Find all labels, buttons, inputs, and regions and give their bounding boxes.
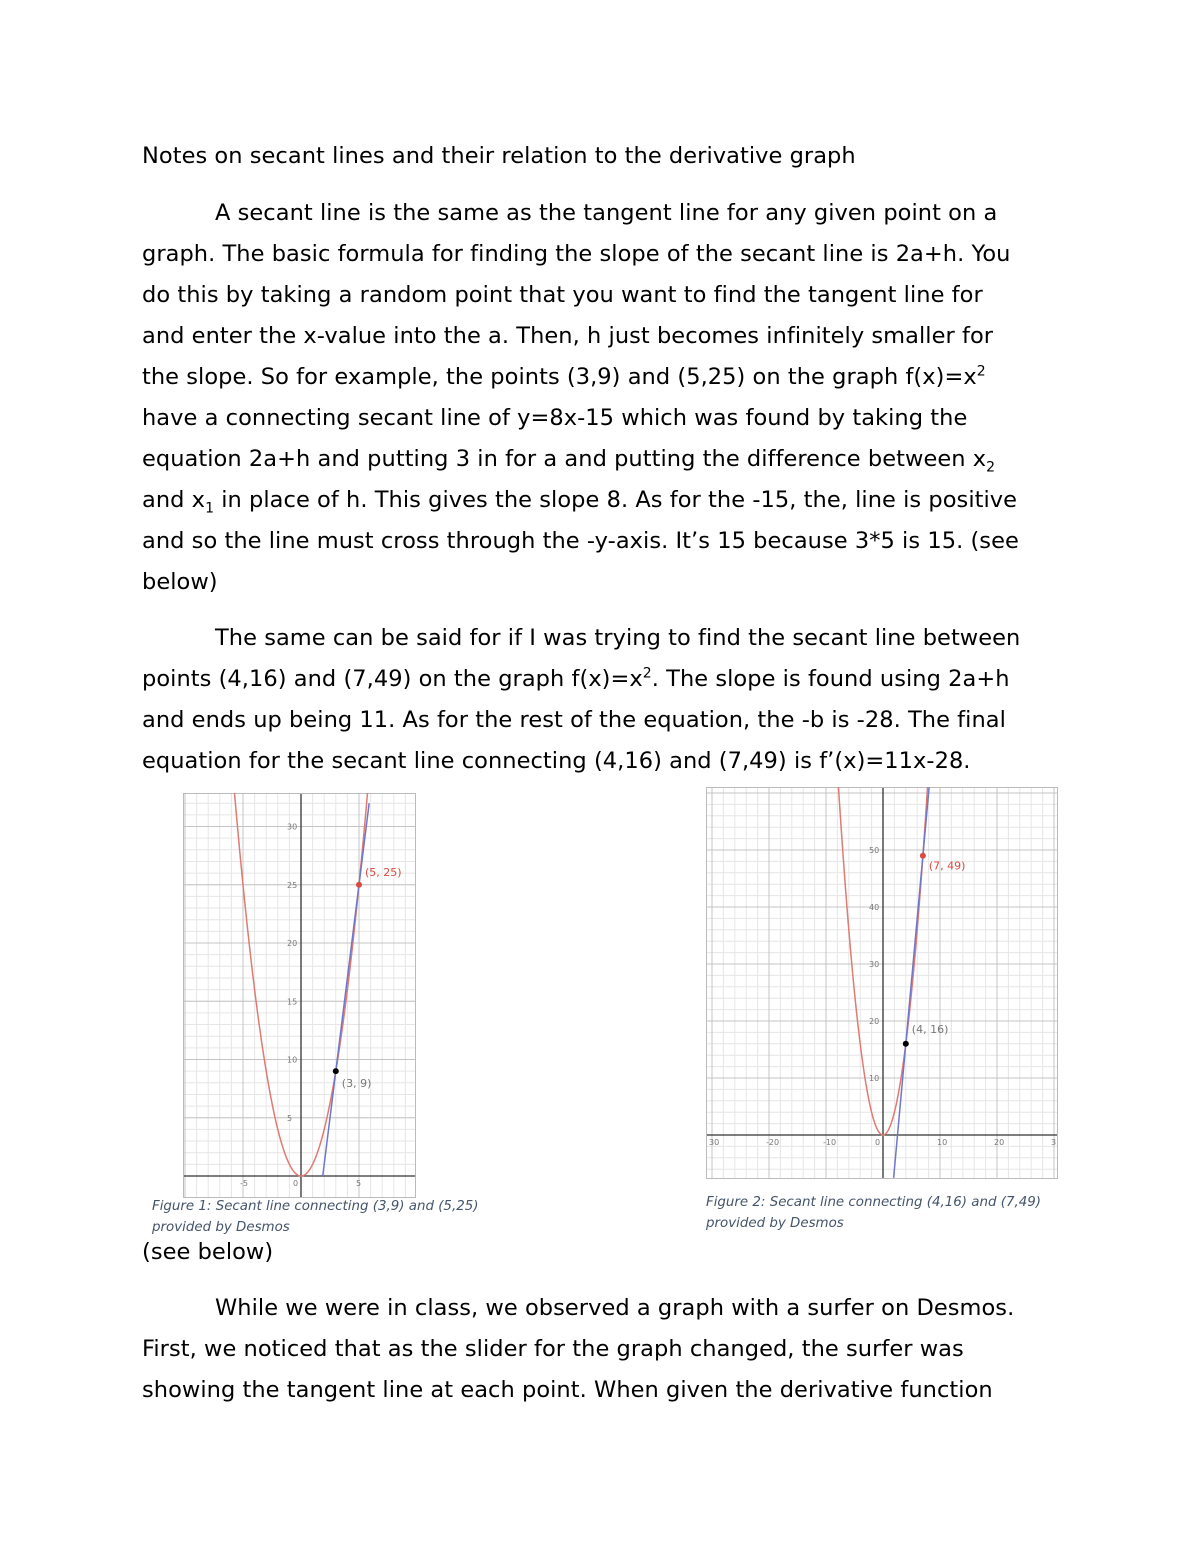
- subscript-1: 1: [205, 500, 215, 517]
- figure-1: [183, 793, 416, 1198]
- page-title: Notes on secant lines and their relation to the derivative graph: [142, 143, 856, 169]
- figure-2-caption-line-1: Figure 2: Secant line connecting (4,16) and (7,49): [706, 1195, 1041, 1210]
- y-tick-label: 30: [869, 960, 880, 969]
- p1-line-5: [142, 362, 986, 392]
- y-tick-label: 10: [287, 1055, 298, 1065]
- x-tick-label: 0: [293, 1179, 299, 1188]
- x-tick-label: 5: [356, 1179, 362, 1188]
- p1-line-8-text-a: and x: [142, 487, 206, 513]
- p1-line-9: and so the line must cross through the -y-axis. It’s 15 because 3*5 is 15. (see: [142, 528, 1019, 554]
- graph-border: [184, 794, 416, 1198]
- y-tick-label: 15: [287, 997, 298, 1007]
- p1-line-4: and enter the x-value into the a. Then, h just becomes infinitely smaller for: [142, 323, 994, 349]
- figure-1-grid: [183, 793, 416, 1198]
- figure-2-points: [903, 853, 966, 1047]
- p3-line-1: While we were in class, we observed a graph with a surfer on Desmos.: [215, 1295, 1015, 1321]
- figure-2-grid: [706, 787, 1058, 1179]
- secant-line: [894, 787, 929, 1177]
- p2-line-1: The same can be said for if I was trying to find the secant line between: [215, 625, 1021, 651]
- point-b: [356, 882, 362, 888]
- p1-line-2: graph. The basic formula for finding the slope of the secant line is 2a+h. You: [142, 241, 1011, 267]
- p1-line-7-text: equation 2a+h and putting 3 in for a and putting the difference between x: [142, 446, 987, 472]
- p1-line-8: [142, 485, 1017, 515]
- y-tick-label: 50: [869, 846, 880, 855]
- figure-2: [706, 787, 1058, 1179]
- figure-2-caption-line-2: provided by Desmos: [706, 1216, 844, 1231]
- p2-line-2: [142, 664, 1010, 694]
- p2-line-2-text-a: points (4,16) and (7,49) on the graph f(x)=x: [142, 666, 643, 692]
- figure-2-graph: [706, 787, 1058, 1179]
- point-b: [920, 853, 926, 859]
- y-tick-label: 40: [869, 903, 880, 912]
- p1-line-3: do this by taking a random point that you want to find the tangent line for: [142, 282, 983, 308]
- p1-line-7: [142, 444, 995, 474]
- figure-1-graph: [183, 793, 416, 1198]
- superscript-2b: 2: [642, 665, 652, 682]
- p1-line-10: below): [142, 569, 218, 595]
- y-tick-label: 20: [869, 1017, 880, 1026]
- y-tick-label: 30: [287, 822, 298, 832]
- x-tick-label: 3: [1051, 1138, 1057, 1147]
- x-tick-label: -20: [766, 1138, 780, 1147]
- superscript-2: 2: [976, 363, 986, 380]
- x-tick-label: 30: [709, 1138, 720, 1147]
- x-tick-label: -5: [240, 1179, 248, 1188]
- see-below: (see below): [142, 1239, 274, 1265]
- y-tick-label: 10: [869, 1074, 880, 1083]
- p1-line-8-text-b: in place of h. This gives the slope 8. As for the -15, the, line is positive: [214, 487, 1018, 513]
- p1-line-5-text: the slope. So for example, the points (3,9) and (5,25) on the graph f(x)=x: [142, 364, 977, 390]
- point-a-label: (4, 16): [911, 1022, 949, 1036]
- p1-line-1: A secant line is the same as the tangent line for any given point on a: [215, 200, 998, 226]
- subscript-2: 2: [986, 459, 996, 476]
- x-tick-label: 0: [875, 1138, 881, 1147]
- y-tick-label: 25: [287, 880, 298, 890]
- x-tick-label: -10: [823, 1138, 837, 1147]
- y-tick-label: 20: [287, 939, 298, 948]
- y-tick-label: 5: [287, 1113, 293, 1123]
- point-a: [333, 1068, 339, 1074]
- p3-line-2: First, we noticed that as the slider for the graph changed, the surfer was: [142, 1336, 964, 1362]
- figure-1-caption-line-1: Figure 1: Secant line connecting (3,9) and (5,25): [152, 1199, 479, 1214]
- p1-line-6: have a connecting secant line of y=8x-15 which was found by taking the: [142, 405, 968, 431]
- point-b-label: (5, 25): [365, 865, 402, 879]
- p2-line-2-text-b: . The slope is found using 2a+h: [651, 666, 1010, 692]
- figure-1-caption-line-2: provided by Desmos: [152, 1220, 290, 1235]
- graph-border: [707, 788, 1058, 1179]
- x-tick-label: 10: [937, 1138, 948, 1147]
- point-a: [903, 1041, 909, 1047]
- p2-line-4: equation for the secant line connecting (4,16) and (7,49) is f’(x)=11x-28.: [142, 748, 971, 774]
- p2-line-3: and ends up being 11. As for the rest of the equation, the -b is -28. The final: [142, 707, 1006, 733]
- x-tick-label: 20: [994, 1138, 1005, 1147]
- p3-line-3: showing the tangent line at each point. When given the derivative function: [142, 1377, 993, 1403]
- point-a-label: (3, 9): [341, 1077, 372, 1091]
- point-b-label: (7, 49): [928, 859, 966, 873]
